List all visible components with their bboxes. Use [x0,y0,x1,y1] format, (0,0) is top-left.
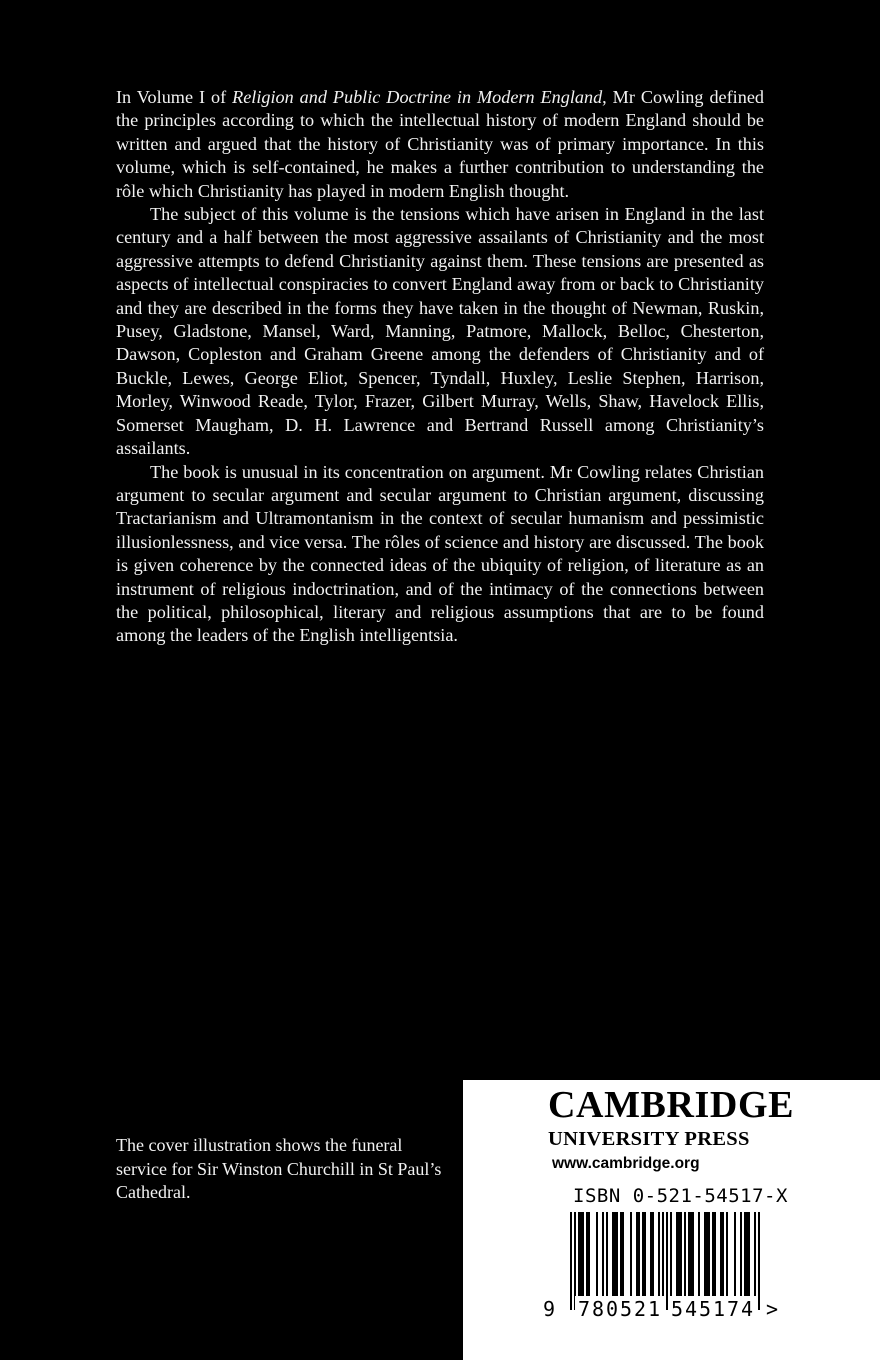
cover-illustration-caption: The cover illustration shows the funeral service for Sir Winston Churchill in St Paul’s Cathedral. [116,1135,442,1202]
barcode-bar [574,1212,576,1310]
barcode-bar [708,1212,710,1298]
blurb-p1-rest: , Mr Cowling defined the principles according to which the intellectual history of modern England should be written and argued that the history of Christianity was of primary importance. In this volume, which is self-contained, he makes a further contribution to understanding the rôle which Christianity has played in modern English thought. [116,87,764,201]
barcode-bar [706,1212,708,1298]
barcode-bar [744,1212,746,1298]
barcode-quiet-marker: > [766,1297,779,1321]
publisher-url: www.cambridge.org [552,1155,700,1172]
barcode-bar [638,1212,640,1298]
barcode-bar [620,1212,622,1298]
barcode-bar [688,1212,690,1298]
barcode-bar [642,1212,644,1298]
barcode-bar [746,1212,748,1298]
barcode-bar [740,1212,742,1298]
barcode-bar [588,1212,590,1298]
barcode-bar [644,1212,646,1298]
barcode-bar [586,1212,588,1298]
ean-prefix-digit: 9 [543,1297,556,1321]
volume-one-title: Religion and Public Doctrine in Modern England [232,87,603,107]
barcode-bar [612,1212,614,1298]
barcode-bar [630,1212,632,1298]
back-cover-blurb [116,86,764,648]
barcode-bar [614,1212,616,1298]
blurb-p1-intro: In Volume I of [116,87,233,107]
barcode-bar [678,1212,680,1298]
barcode-bar [726,1212,728,1298]
publisher-logo [548,1086,798,1150]
barcode-bar [754,1212,756,1310]
ean-left-digits: 780521 [578,1297,660,1321]
barcode-bar [698,1212,700,1298]
barcode-bar [748,1212,750,1298]
barcode-bar [652,1212,654,1298]
isbn-barcode [540,1212,800,1332]
barcode-bar [602,1212,604,1298]
barcode-bar [758,1212,760,1310]
barcode-bar [720,1212,722,1298]
barcode-bar [692,1212,694,1298]
barcode-bar [734,1212,736,1298]
barcode-bar [690,1212,692,1298]
barcode-bar [714,1212,716,1298]
barcode-bar [582,1212,584,1298]
ean-right-digits: 545174 [671,1297,753,1321]
barcode-bar [616,1212,618,1298]
publisher-name-line1: CAMBRIDGE [548,1084,795,1126]
barcode-bar [580,1212,582,1298]
blurb-paragraph-1 [116,86,764,203]
barcode-bar [596,1212,598,1298]
blurb-paragraph-2: The subject of this volume is the tensions which have arisen in England in the last century and a half between the most aggressive assailants of Christianity and the most aggressive attempts to defend Christianity against them. These tensions are presented as aspects of intellectual conspiracies to convert England away from or back to Christianity and they are described in the forms they have taken in the thought of Newman, Ruskin, Pusey, Gladstone, Mansel, Ward, Manning, Patmore, Mallock, Belloc, Chesterton, Dawson, Copleston and Graham Greene among the defenders of Christianity and of Buckle, Lewes, George Eliot, Spencer, Tyndall, Huxley, Leslie Stephen, Harrison, Morley, Winwood Reade, Tylor, Frazer, Gilbert Murray, Wells, Shaw, Havelock Ellis, Somerset Maugham, D. H. Lawrence and Bertrand Russell among Christianity’s assailants. [116,204,764,459]
barcode-bar [578,1212,580,1298]
barcode-bar [670,1212,672,1298]
barcode-bars [570,1212,760,1310]
barcode-bar [712,1212,714,1298]
barcode-bar [622,1212,624,1298]
publisher-name-line2: UNIVERSITY PRESS [548,1128,750,1150]
barcode-bar [666,1212,668,1310]
barcode-bar [570,1212,572,1310]
isbn-text: ISBN 0-521-54517-X [573,1185,788,1207]
barcode-bar [684,1212,686,1298]
barcode-bar [676,1212,678,1298]
barcode-bar [704,1212,706,1298]
barcode-bar [606,1212,608,1298]
barcode-bar [680,1212,682,1298]
barcode-bar [650,1212,652,1298]
barcode-bar [636,1212,638,1298]
blurb-paragraph-3: The book is unusual in its concentration on argument. Mr Cowling relates Christian argument to secular argument and secular argument to Christian argument, discussing Tractarianism and Ultramontanism in the context of secular humanism and pessimistic illusionlessness, and vice versa. The rôles of science and history are discussed. The book is given coherence by the connected ideas of the ubiquity of religion, of literature as an instrument of religious indoctrination, and of the intimacy of the connections between the political, philosophical, literary and religious assumptions that are to be found among the leaders of the English intelligentsia. [116,461,764,646]
barcode-bar [658,1212,660,1298]
barcode-bar [662,1212,664,1310]
barcode-bar [722,1212,724,1298]
